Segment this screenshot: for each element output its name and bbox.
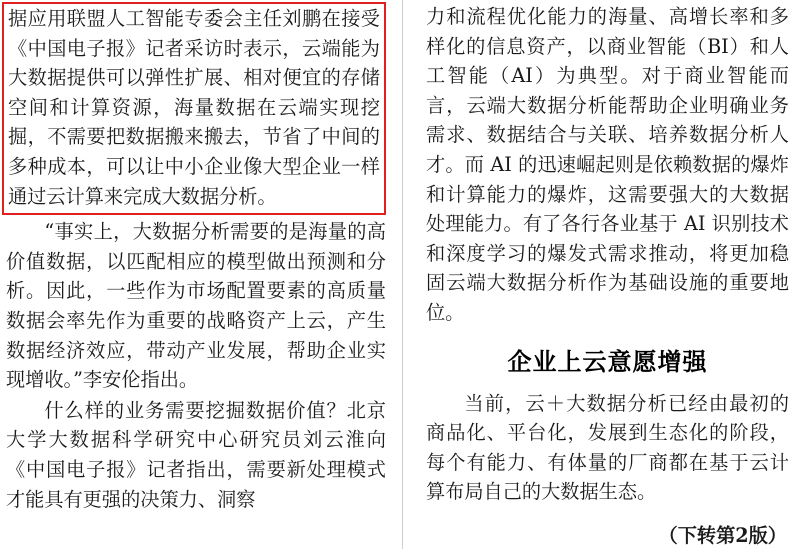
left-paragraph-1: “事实上，大数据分析需要的是海量的高价值数据，以匹配相应的模型做出预测和分析。因此，一些作为市场配置要素的高质量数据会率先作为重要的战略资产上云，产生数据经济效应，带动产业发展，帮助企业实现增收。”李安伦指出。	[6, 220, 386, 392]
right-column	[404, 0, 799, 549]
highlighted-paragraph: 据应用联盟人工智能专委会主任刘鹏在接受《中国电子报》记者采访时表示，云端能为大数据提供可以弹性扩展、相对便宜的存储空间和计算资源，海量数据在云端实现挖掘，不需要把数据搬来搬去，节省了中间的多种成本，可以让中小企业像大型企业一样通过云计算来完成大数据分析。	[8, 7, 380, 208]
section-heading: 企业上云意愿增强	[507, 347, 708, 376]
column-divider	[402, 0, 403, 549]
continued-on-note: （下转第2版）	[658, 523, 787, 547]
right-paragraph-2: 当前，云＋大数据分析已经由最初的商品化、平台化，发展到生态化的阶段，每个有能力、有体量的厂商都在基于云计算布局自己的大数据生态。	[426, 391, 789, 504]
highlight-box	[2, 2, 386, 215]
right-paragraph-1: 力和流程优化能力的海量、高增长率和多样化的信息资产，以商业智能（BI）和人工智能（AI）为典型。对于商业智能而言，云端大数据分析能帮助企业明确业务需求、数据结合与关联、培养数据分析人才。而 AI 的迅速崛起则是依赖数据的爆炸和计算能力的爆炸，这需要强大的大数据处理能力。有了各行各业基于 AI 识别技术和深度学习的爆发式需求推动，将更加稳固云端大数据分析作为基础设施的重要地位。	[426, 5, 789, 324]
left-paragraph-2: 什么样的业务需要挖掘数据价值？北京大学大数据科学研究中心研究员刘云淮向《中国电子报》记者指出，需要新处理模式才能具有更强的决策力、洞察	[6, 398, 386, 511]
